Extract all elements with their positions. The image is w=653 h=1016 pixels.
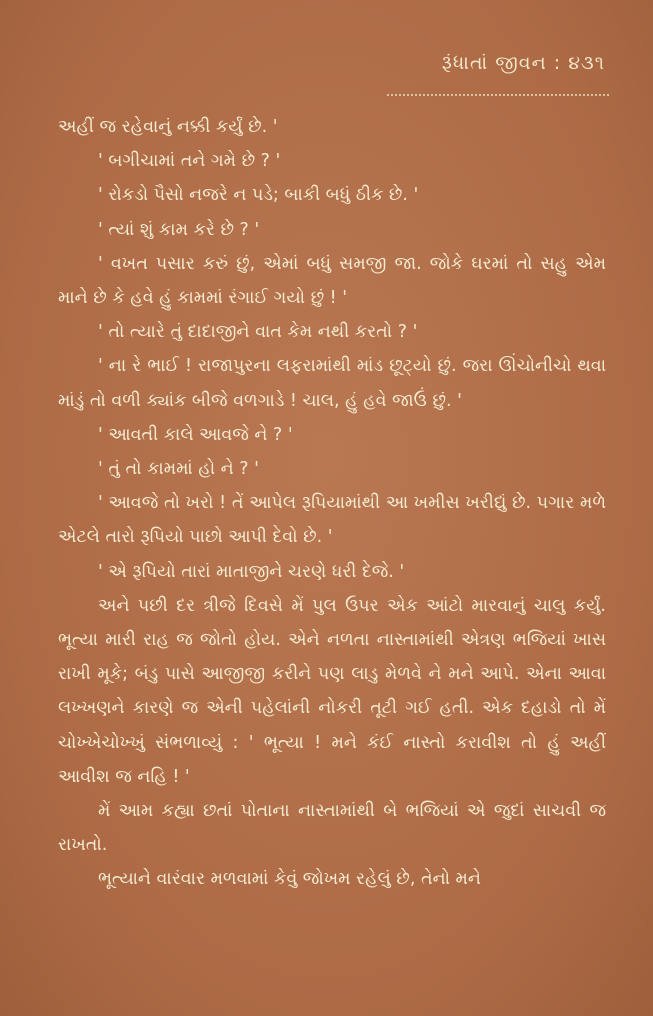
paragraph: ' બગીચામાં તને ગમે છે ? ' [98,151,281,172]
paragraph: ' તો ત્યારે તું દાદાજીને વાત કેમ નથી કરતો ? ' [98,322,418,343]
paragraph: ' વખત પસાર કરું છું, એમાં બધું સમજી જા. જોકે ઘરમાં તો સહુ એમ માને છે કે હવે હું કામમાં રંગાઈ ગયો છું ! ' [58,253,606,309]
paragraph: ભૂત્યાને વારંવાર મળવામાં કેવું જોખમ રહેલું છે, તેનો મને [98,869,481,890]
header-rule [387,94,609,96]
paragraph: ' આવતી કાલે આવજે ને ? ' [98,424,293,445]
running-head: રૂંધાતાં જીવન : ૪૩૧ [441,52,605,74]
paragraph: ' ના રે ભાઈ ! રાજાપુરના લફરામાંથી માંડ છૂટ્યો છું. જરા ઊંચોનીચો થવા માંડું તો વળી ક્યાંક બીજે વળગાડે ! ચાલ, હું હવે જાઉં છું. ' [58,356,606,411]
paragraph: અહીં જ રહેવાનું નક્કી કર્યું છે. ' [58,117,278,137]
paragraph: ' રોકડો પૈસો નજરે ન પડે; બાકી બધું ઠીક છે. ' [98,185,419,206]
paragraph: ' એ રૂપિયો તારાં માતાજીને ચરણે ધરી દેજે. ' [98,561,405,582]
paragraph: અને પછી દર ત્રીજે દિવસે મેં પુલ ઉપર એક આંટો મારવાનું ચાલુ કર્યું. ભૂત્યા મારી રાહ જ જોતો હોય. એને નળતા નાસ્તામાંથી એત્રણ ભજિયાં ખાસ રાખી મૂકે; બંડુ પાસે આજીજી કરીને પણ લાડુ મેળવે ને મને આપે. એના આવા લખ્ખણને કારણે જ એની પહેલાંની નોકરી તૂટી ગઈ હતી. એક દહાડો તો મેં ચોખ્ખેચોખ્ખું સંભળાવ્યું : ' ભૂત્યા ! મને કંઈ નાસ્તો કરાવીશ તો હું અહીં આવીશ જ નહિ ! ' [58,595,606,787]
paragraph: મેં આમ કહ્યા છતાં પોતાના નાસ્તામાંથી બે ભજિયાં એ જુદાં સાચવી જ રાખતો. [58,801,606,856]
paragraph: ' તું તો કામમાં હો ને ? ' [98,459,259,480]
paragraph: ' આવજે તો ખરો ! તેં આપેલ રૂપિયામાંથી આ ખમીસ ખરીદ્યું છે. પગાર મળે એટલે તારો રૂપિયો પાછો આપી દેવો છે. ' [58,493,606,548]
paragraph: ' ત્યાં શું કામ કરે છે ? ' [98,219,260,240]
body-text [58,110,606,897]
